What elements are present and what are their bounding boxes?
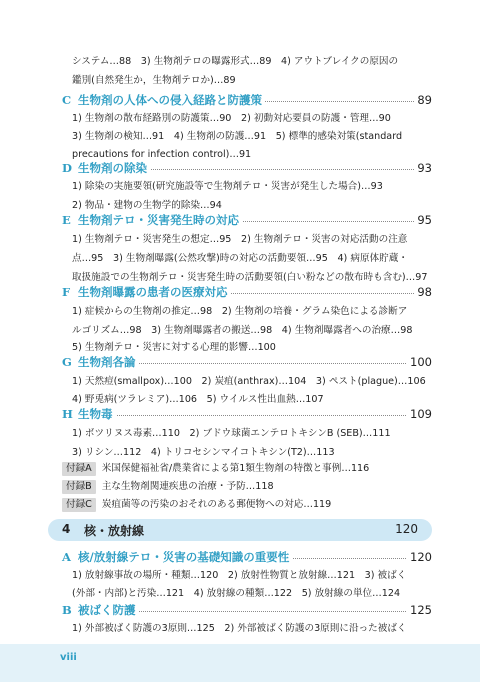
chapter-number: 4 bbox=[62, 522, 71, 536]
section-page: 95 bbox=[414, 212, 432, 228]
section-page: 120 bbox=[407, 549, 432, 565]
toc-line: システム…88 3) 生物剤テロの曝露形式…89 4) アウトブレイクの原因の bbox=[72, 56, 399, 67]
section-letter: D bbox=[62, 161, 72, 175]
section-letter: A bbox=[62, 550, 71, 564]
toc-line: 2) 物品・建物の生物学的除染…94 bbox=[72, 200, 222, 211]
toc-line: precautions for infection control)…91 bbox=[72, 149, 252, 160]
toc-line: 5) 生物剤テロ・災害に対する心理的影響…100 bbox=[72, 342, 276, 353]
toc-line: 点…95 3) 生物剤曝露(公然攻撃)時の対応の活動要領…95 4) 病原体貯蔵・ bbox=[72, 253, 408, 264]
toc-line: 1) ボツリヌス毒素…110 2) ブドウ球菌エンテロトキシンB (SEB)…111 bbox=[72, 428, 391, 439]
toc-line: ルゴリズム…98 3) 生物剤曝露者の搬送…98 4) 生物剤曝露者への治療…98 bbox=[72, 325, 413, 336]
toc-line: 1) 除染の実施要領(研究施設等で生物剤テロ・災害が発生した場合)…93 bbox=[72, 181, 383, 192]
section-title: 生物毒 bbox=[78, 406, 116, 422]
appendix-item[interactable] bbox=[62, 480, 274, 494]
toc-line: 1) 症候からの生物剤の推定…98 2) 生物剤の培養・グラム染色による診断ア bbox=[72, 306, 408, 317]
section-title: 生物剤各論 bbox=[78, 354, 139, 370]
section-heading-d[interactable] bbox=[62, 160, 432, 176]
section-heading-g[interactable] bbox=[62, 354, 432, 370]
section-page: 93 bbox=[414, 160, 432, 176]
toc-line: 1) 生物剤の散布経路別の防護策…90 2) 初動対応要員の防護・管理…90 bbox=[72, 113, 391, 124]
section-letter: F bbox=[62, 285, 71, 299]
section-letter: B bbox=[62, 603, 72, 617]
chapter-heading[interactable] bbox=[48, 519, 432, 541]
appendix-item[interactable] bbox=[62, 462, 369, 476]
section-page: 100 bbox=[407, 354, 432, 370]
section-heading-b[interactable] bbox=[62, 602, 432, 618]
section-page: 125 bbox=[407, 602, 432, 618]
appendix-tag: 付録A bbox=[62, 462, 96, 476]
section-title: 生物剤テロ・災害発生時の対応 bbox=[78, 212, 242, 228]
section-title: 生物剤曝露の患者の医療対応 bbox=[78, 284, 231, 300]
leader-dots bbox=[78, 415, 416, 416]
appendix-tag: 付録C bbox=[62, 498, 96, 512]
toc-line: 3) 生物剤の検知…91 4) 生物剤の防護…91 5) 標準的感染対策(standard bbox=[72, 131, 403, 142]
section-letter: H bbox=[62, 407, 73, 421]
toc-line: 4) 野兎病(ツラレミア)…106 5) ウイルス性出血熱…107 bbox=[72, 394, 324, 405]
toc-line: (外部・内部)と汚染…121 4) 放射線の種類…122 5) 放射線の単位…124 bbox=[72, 588, 401, 599]
section-letter: C bbox=[62, 93, 72, 107]
toc-line: 鑑別(自然発生か，生物剤テロか)…89 bbox=[72, 75, 236, 86]
section-title: 被ばく防護 bbox=[78, 602, 139, 618]
section-heading-e[interactable] bbox=[62, 212, 432, 228]
section-heading-c[interactable] bbox=[62, 92, 432, 108]
section-title: 生物剤の除染 bbox=[78, 160, 150, 176]
section-heading-h[interactable] bbox=[62, 406, 432, 422]
appendix-text: 炭疽菌等の汚染のおそれのある郵便物への対応…119 bbox=[101, 499, 332, 510]
appendix-item[interactable] bbox=[62, 498, 331, 512]
page-footer bbox=[0, 644, 480, 682]
toc-line: 1) 生物剤テロ・災害発生の想定…95 2) 生物剤テロ・災害の対応活動の注意 bbox=[72, 234, 408, 245]
section-heading-a[interactable] bbox=[62, 549, 432, 565]
appendix-text: 主な生物剤関連疾患の治療・予防…118 bbox=[101, 481, 274, 492]
section-heading-f[interactable] bbox=[62, 284, 432, 300]
section-letter: E bbox=[62, 213, 71, 227]
toc-line: 1) 放射線事故の場所・種類…120 2) 放射性物質と放射線…121 3) 被ばく bbox=[72, 570, 407, 581]
page-number: viii bbox=[60, 652, 77, 663]
section-page: 98 bbox=[414, 284, 432, 300]
chapter-title: 核・放射線 bbox=[84, 524, 145, 538]
chapter-page: 120 bbox=[395, 522, 418, 536]
appendix-text: 米国保健福祉省/農業省による第1類生物剤の特徴と事例…116 bbox=[101, 463, 370, 474]
appendix-tag: 付録B bbox=[62, 480, 96, 494]
section-page: 109 bbox=[407, 406, 432, 422]
toc-line: 3) リシン…112 4) トリコセシンマイコトキシン(T2)…113 bbox=[72, 447, 335, 458]
section-page: 89 bbox=[414, 92, 432, 108]
toc-line: 1) 外部被ばく防護の3原則…125 2) 外部被ばく防護の3原則に沿った被ばく bbox=[72, 623, 407, 634]
toc-line: 1) 天然痘(smallpox)…100 2) 炭疽(anthrax)…104 3) ペスト(plague)…106 bbox=[72, 376, 426, 387]
section-letter: G bbox=[62, 355, 72, 369]
section-title: 核/放射線テロ・災害の基礎知識の重要性 bbox=[78, 549, 292, 565]
section-title: 生物剤の人体への侵入経路と防護策 bbox=[78, 92, 265, 108]
toc-line: 取扱施設での生物剤テロ・災害発生時の活動要領(白い粉などの散布時も含む)…97 bbox=[72, 272, 428, 283]
